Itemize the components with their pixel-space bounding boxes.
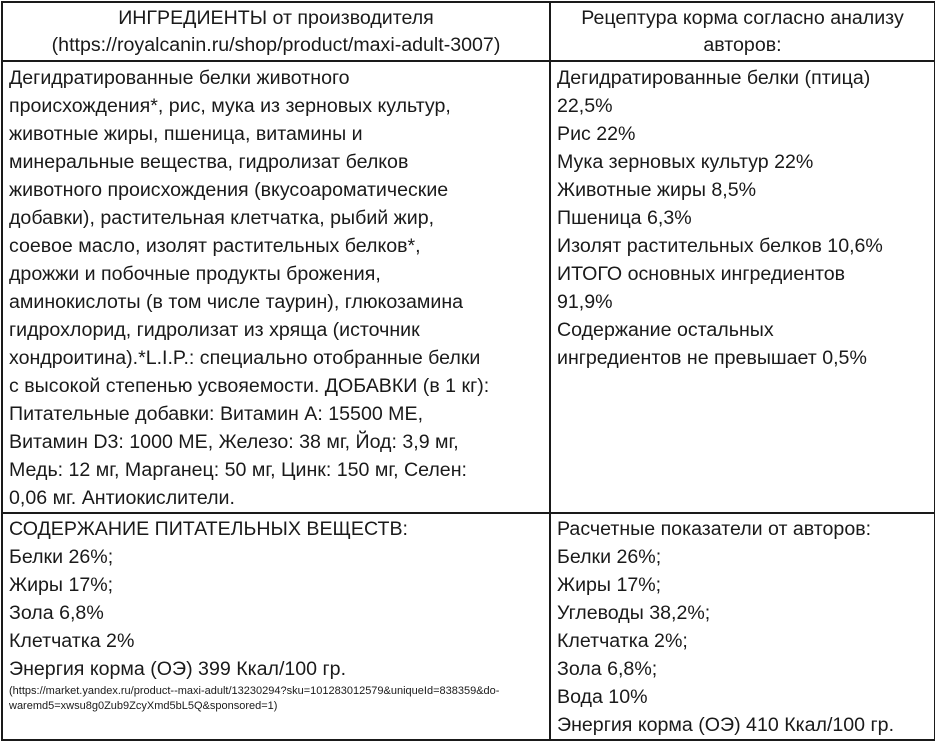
recipe-line: ИТОГО основных ингредиентов: [557, 263, 846, 285]
recipe-line: 22,5%: [557, 95, 613, 117]
header-line: Рецептура корма согласно анализу: [581, 7, 904, 29]
header-row: [2, 2, 935, 61]
nutrients-row: [2, 513, 935, 740]
text-line: гидрохлорид, гидролизат из хряща (источник: [9, 319, 420, 341]
recipe-line: ингредиентов не превышает 0,5%: [557, 347, 867, 369]
nutrient-line: Белки 26%;: [9, 546, 114, 568]
text-line: животного происхождения (вкусоароматические: [9, 179, 449, 201]
manufacturer-ingredients-cell: [2, 61, 550, 513]
header-line: ИНГРЕДИЕНТЫ от производителя: [118, 7, 434, 29]
text-line: аминокислоты (в том числе таурин), глюкозамина: [9, 291, 464, 313]
comparison-table: [1, 1, 935, 741]
header-line: авторов:: [703, 34, 782, 56]
ingredients-row: [2, 61, 935, 513]
nutrient-line: Клетчатка 2%: [9, 630, 135, 652]
text-line: добавки), растительная клетчатка, рыбий жир,: [9, 207, 435, 229]
nutrient-line: Углеводы 38,2%;: [557, 602, 711, 624]
nutrient-line: Жиры 17%;: [9, 574, 114, 596]
nutrient-line: Зола 6,8%;: [557, 658, 658, 680]
nutrient-line: Энергия корма (ОЭ) 410 Ккал/100 гр.: [557, 714, 895, 736]
recipe-line: 91,9%: [557, 291, 613, 313]
recipe-line: Содержание остальных: [557, 319, 774, 341]
text-line: 0,06 мг. Антиокислители.: [9, 487, 235, 509]
text-line: Дегидратированные белки животного: [9, 67, 350, 89]
header-manufacturer: [2, 2, 550, 61]
recipe-line: Мука зерновых культур 22%: [557, 151, 814, 173]
nutrient-line: Клетчатка 2%;: [557, 630, 688, 652]
nutrient-line: Энергия корма (ОЭ) 399 Ккал/100 гр.: [9, 658, 347, 680]
text-line: Медь: 12 мг, Марганец: 50 мг, Цинк: 150 мг, Селен:: [9, 459, 467, 481]
text-line: минеральные вещества, гидролизат белков: [9, 151, 409, 173]
recipe-line: Дегидратированные белки (птица): [557, 67, 871, 89]
recipe-line: Рис 22%: [557, 123, 636, 145]
recipe-line: Изолят растительных белков 10,6%: [557, 235, 883, 257]
recipe-line: Животные жиры 8,5%: [557, 179, 757, 201]
text-line: хондроитина).*L.I.P.: специально отобранные белки: [9, 347, 481, 369]
nutrient-line: Жиры 17%;: [557, 574, 662, 596]
nutrient-line: Расчетные показатели от авторов:: [557, 518, 872, 540]
nutrient-line: Вода 10%: [557, 686, 648, 708]
header-authors: [550, 2, 935, 61]
text-line: соевое масло, изолят растительных белков*,: [9, 235, 421, 257]
text-line: Витамин D3: 1000 МЕ, Железо: 38 мг, Йод: 3,9 мг,: [9, 431, 459, 453]
nutrient-line: Белки 26%;: [557, 546, 662, 568]
manufacturer-nutrients-cell: [2, 513, 550, 740]
header-link: (https://royalcanin.ru/shop/product/maxi-adult-3007): [51, 34, 501, 56]
nutrient-line: СОДЕРЖАНИЕ ПИТАТЕЛЬНЫХ ВЕЩЕСТВ:: [9, 518, 408, 540]
text-line: происхождения*, рис, мука из зерновых культур,: [9, 95, 451, 117]
text-line: дрожжи и побочные продукты брожения,: [9, 263, 381, 285]
nutrient-line: Зола 6,8%: [9, 602, 104, 624]
authors-nutrients-cell: [550, 513, 935, 740]
text-line: животные жиры, пшеница, витамины и: [9, 123, 363, 145]
text-line: Питательные добавки: Витамин A: 15500 МЕ,: [9, 403, 424, 425]
authors-recipe-cell: [550, 61, 935, 513]
text-line: с высокой степенью усвояемости. ДОБАВКИ (в 1 кг):: [9, 375, 490, 397]
source-link: (https://market.yandex.ru/product--maxi-adult/13230294?sku=101283012579&uniqueId=838359&do-: [9, 685, 500, 697]
recipe-line: Пшеница 6,3%: [557, 207, 692, 229]
source-link: waremd5=xwsu8g0Zub9ZcyXmd5bL5Q&sponsored=1): [9, 700, 278, 712]
